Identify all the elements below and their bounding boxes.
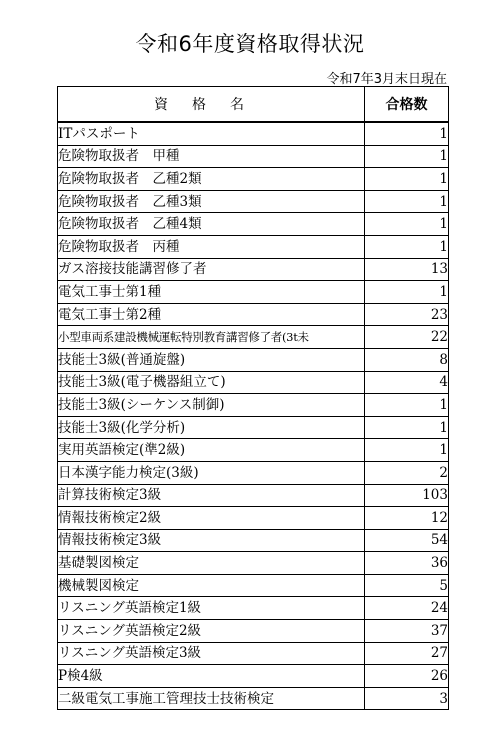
qualification-name: 実用英語検定(準2級) (58, 439, 365, 462)
table-row (58, 642, 449, 665)
qualification-name: 技能士3級(普通旋盤) (58, 348, 365, 371)
table-row (58, 168, 449, 191)
pass-count: 12 (365, 507, 449, 530)
pass-count: 2 (365, 461, 449, 484)
pass-count: 1 (365, 168, 449, 191)
qualification-name: 小型車両系建設機械運転特別教育講習修了者(3t未 (58, 326, 365, 349)
pass-count: 1 (365, 235, 449, 258)
table-row (58, 371, 449, 394)
pass-count: 1 (365, 213, 449, 236)
qualification-name: 危険物取扱者 乙種2類 (58, 168, 365, 191)
qualification-name: 基礎製図検定 (58, 552, 365, 575)
qualification-name: 二級電気工事施工管理技士技術検定 (58, 687, 365, 710)
qualification-name: P検4級 (58, 665, 365, 688)
table-row (58, 552, 449, 575)
pass-count: 1 (365, 190, 449, 213)
table-row (58, 145, 449, 168)
qualification-name: 情報技術検定2級 (58, 507, 365, 530)
qualification-name: リスニング英語検定2級 (58, 620, 365, 643)
qualification-table (57, 86, 449, 710)
qualification-name: 技能士3級(シーケンス制御) (58, 394, 365, 417)
table-row (58, 190, 449, 213)
pass-count: 1 (365, 416, 449, 439)
qualification-name: 電気工事士第2種 (58, 303, 365, 326)
qualification-name: 情報技術検定3級 (58, 529, 365, 552)
qualification-name: 危険物取扱者 乙種4類 (58, 213, 365, 236)
table-header-row (58, 87, 449, 123)
pass-count: 1 (365, 394, 449, 417)
table-row (58, 122, 449, 145)
qualification-name: 技能士3級(電子機器組立て) (58, 371, 365, 394)
pass-count: 23 (365, 303, 449, 326)
table-row (58, 597, 449, 620)
qualification-name: リスニング英語検定1級 (58, 597, 365, 620)
header-qualification-name: 資格名 (58, 87, 365, 123)
table-row (58, 348, 449, 371)
table-body (58, 122, 449, 710)
table-row (58, 484, 449, 507)
table-row (58, 507, 449, 530)
pass-count: 26 (365, 665, 449, 688)
table-row (58, 529, 449, 552)
table-row (58, 687, 449, 710)
pass-count: 36 (365, 552, 449, 575)
qualification-name: 技能士3級(化学分析) (58, 416, 365, 439)
pass-count: 24 (365, 597, 449, 620)
qualification-name: 日本漢字能力検定(3級) (58, 461, 365, 484)
table-row (58, 620, 449, 643)
pass-count: 13 (365, 258, 449, 281)
pass-count: 22 (365, 326, 449, 349)
pass-count: 3 (365, 687, 449, 710)
table-row (58, 461, 449, 484)
pass-count: 103 (365, 484, 449, 507)
qualification-name: 機械製図検定 (58, 574, 365, 597)
pass-count: 37 (365, 620, 449, 643)
qualification-name: 計算技術検定3級 (58, 484, 365, 507)
pass-count: 1 (365, 281, 449, 304)
pass-count: 4 (365, 371, 449, 394)
qualification-name: リスニング英語検定3級 (58, 642, 365, 665)
table-row (58, 303, 449, 326)
pass-count: 8 (365, 348, 449, 371)
table-row (58, 281, 449, 304)
qualification-name: 危険物取扱者 乙種3類 (58, 190, 365, 213)
header-pass-count: 合格数 (365, 87, 449, 123)
pass-count: 1 (365, 439, 449, 462)
pass-count: 27 (365, 642, 449, 665)
pass-count: 1 (365, 145, 449, 168)
table-row (58, 574, 449, 597)
table-row (58, 213, 449, 236)
table-row (58, 416, 449, 439)
table-row (58, 326, 449, 349)
table-row (58, 665, 449, 688)
qualification-name: ガス溶接技能講習修了者 (58, 258, 365, 281)
table-row (58, 258, 449, 281)
table-row (58, 235, 449, 258)
page-title: 令和6年度資格取得状況 (135, 32, 365, 56)
table-row (58, 439, 449, 462)
qualification-name: 電気工事士第1種 (58, 281, 365, 304)
qualification-name: ITパスポート (58, 122, 365, 145)
pass-count: 54 (365, 529, 449, 552)
as-of-date: 令和7年3月末日現在 (326, 72, 447, 87)
table-row (58, 394, 449, 417)
pass-count: 5 (365, 574, 449, 597)
qualification-name: 危険物取扱者 丙種 (58, 235, 365, 258)
qualification-name: 危険物取扱者 甲種 (58, 145, 365, 168)
pass-count: 1 (365, 122, 449, 145)
